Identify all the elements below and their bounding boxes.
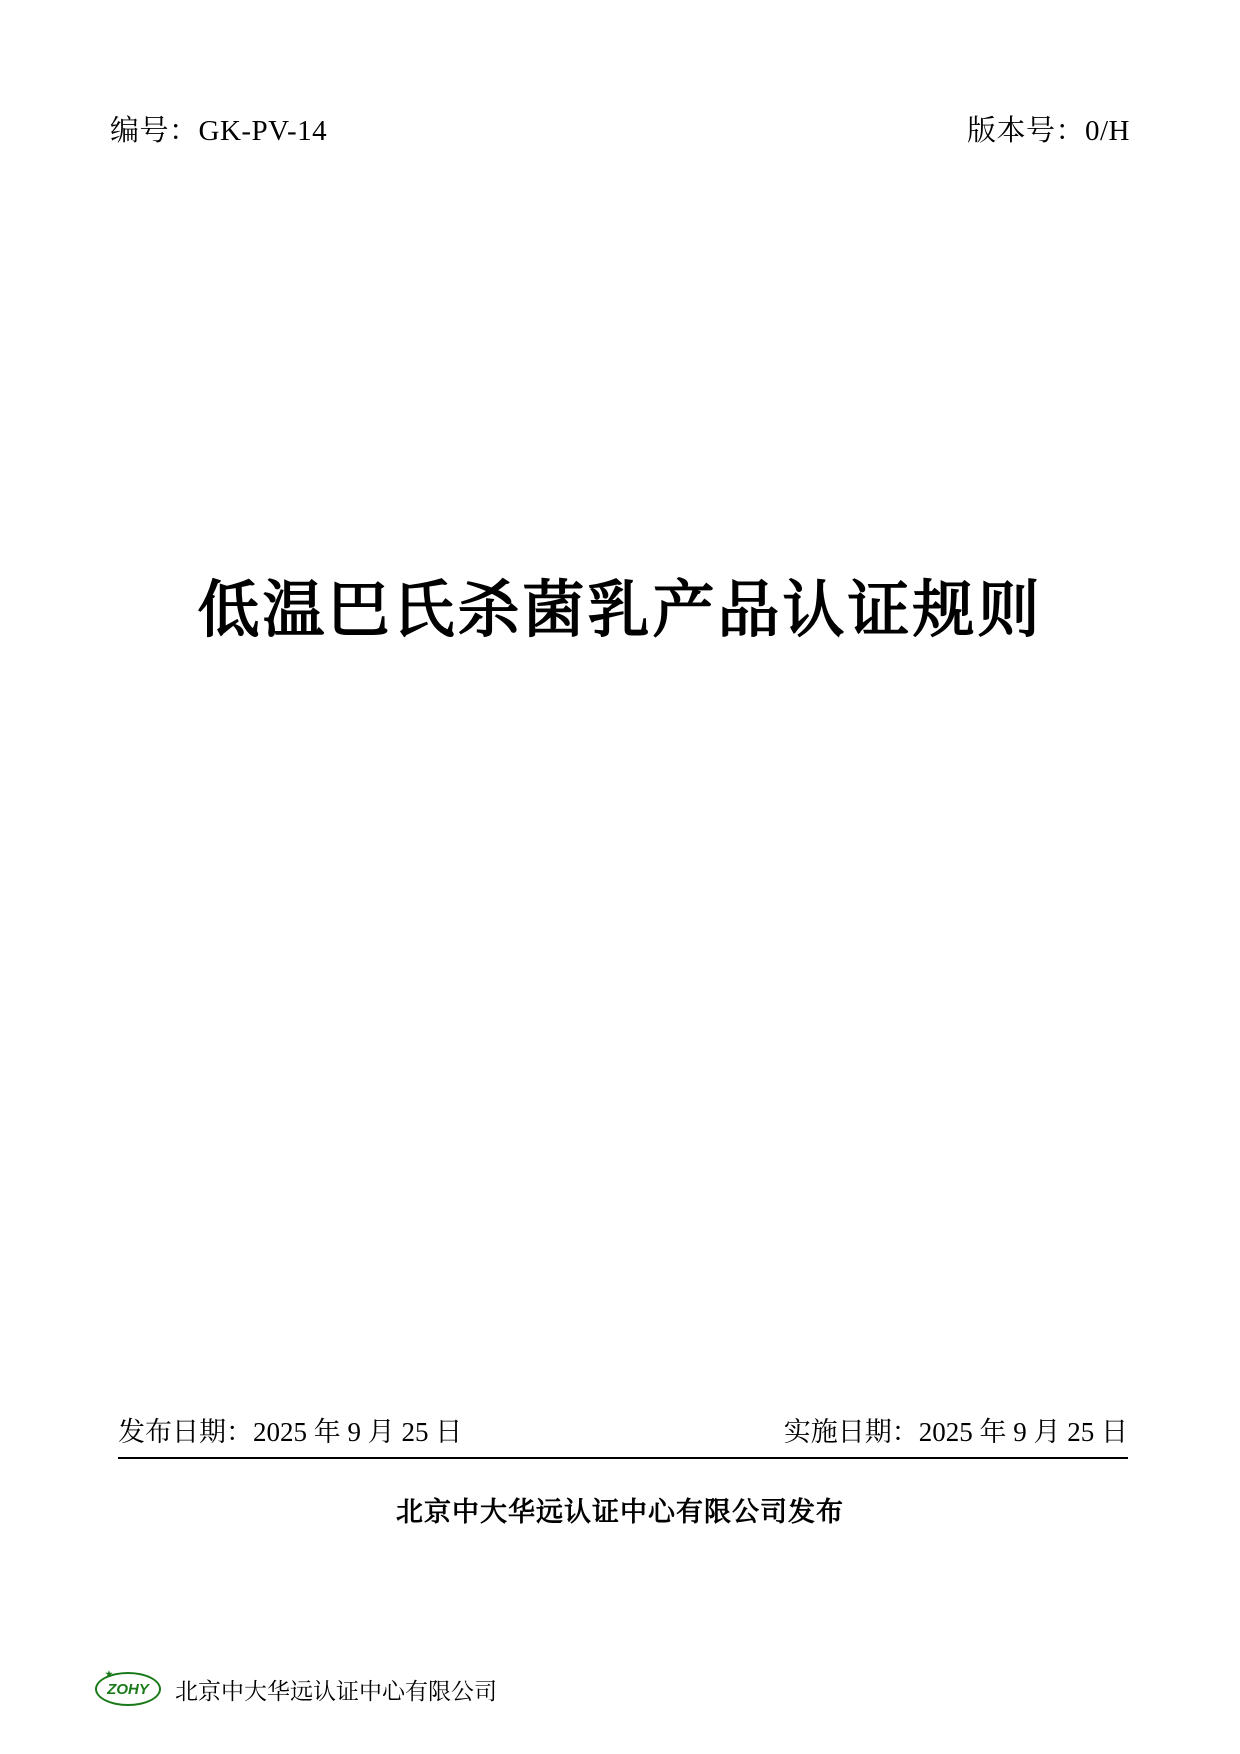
logo-spark-icon bbox=[105, 1670, 113, 1678]
document-version: 版本号：0/H bbox=[966, 115, 1130, 147]
dates-row bbox=[118, 1410, 1128, 1459]
publisher-line: 北京中大华远认证中心有限公司发布 bbox=[396, 1497, 844, 1527]
release-date: 发布日期：2025 年 9 月 25 日 bbox=[118, 1417, 463, 1447]
document-number: 编号：GK-PV-14 bbox=[110, 115, 328, 147]
page-title: 低温巴氏杀菌乳产品认证规则 bbox=[197, 577, 1043, 645]
implementation-date: 实施日期：2025 年 9 月 25 日 bbox=[783, 1417, 1128, 1447]
footer-company-name: 北京中大华远认证中心有限公司 bbox=[175, 1678, 497, 1704]
document-header bbox=[110, 108, 1130, 149]
page-footer bbox=[95, 1672, 497, 1706]
company-logo-icon bbox=[95, 1672, 161, 1706]
logo-text: ZOHY bbox=[107, 1680, 149, 1698]
